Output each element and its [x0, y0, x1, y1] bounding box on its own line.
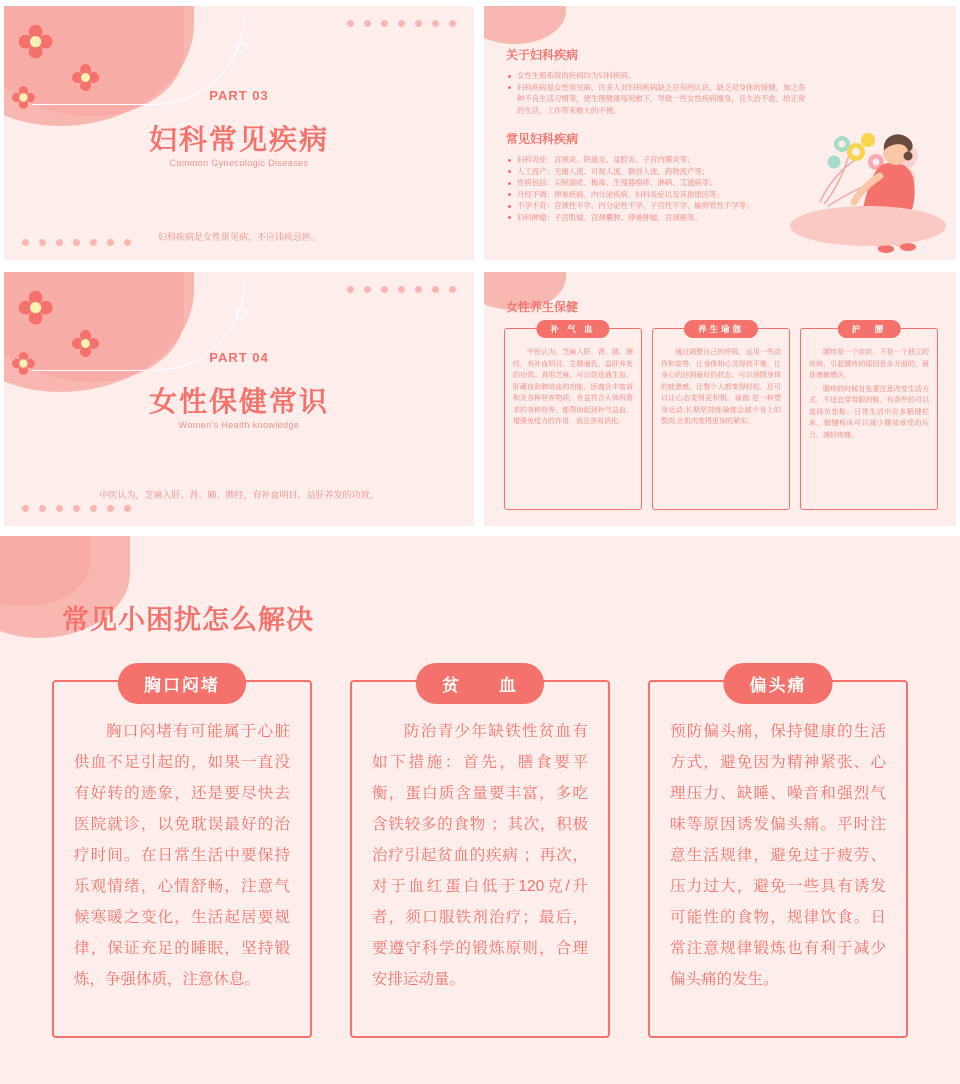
slide-part-04 [4, 272, 474, 526]
section-title: 关于妇科疾病 [506, 48, 579, 62]
woman-with-flowers-illustration [784, 106, 952, 254]
about-diseases-list [506, 70, 806, 116]
list-item: 人工流产：无痛人流、可视人流、微创人流、药物流产等； [506, 166, 806, 178]
page-title: 常见小困扰怎么解决 [62, 605, 314, 635]
health-card [504, 324, 642, 510]
list-item: 女性生殖系统的疾病均为妇科疾病。 [506, 70, 806, 82]
problem-card-text: 胸口闷堵有可能属于心脏供血不足引起的，如果一直没有好转的迹象，还是要尽快去医院就诊，以免耽误最好的治疗时间。在日常生活中要保持乐观情绪，心情舒畅，注意气候寒暖之变化，生活起居要规律，保证充足的睡眠，坚持锻炼，争强体质，注意休息。 [74, 723, 290, 988]
section-common-diseases [506, 130, 806, 224]
flower-icon [19, 291, 52, 324]
dot-row-decoration [347, 286, 456, 293]
health-card-label: 补 气 血 [536, 320, 609, 338]
problem-card-label: 贫 血 [416, 663, 544, 704]
health-card-label: 养生瑜伽 [684, 320, 758, 338]
section-title: 常见妇科疾病 [506, 132, 579, 146]
section-about-diseases [506, 46, 806, 116]
dot-row-decoration [347, 20, 456, 27]
list-item: 不孕不育：宫颈性不孕、内分泌性不孕、子宫性不孕、输卵管性不孕等； [506, 200, 806, 212]
slide-gynecologic-diseases [484, 6, 956, 260]
page-note: 中医认为，芝麻入肝、肾、肺、脾经，有补血明目、益肝养发的功效。 [99, 490, 379, 500]
flower-icon [19, 25, 52, 58]
slide-womens-health [484, 272, 956, 526]
slide-common-problems [0, 536, 960, 1084]
health-card [652, 324, 790, 510]
problem-card [52, 676, 312, 1038]
list-item: 性病包括：尖锐湿疣、梅毒、生殖器疱疹、淋病、艾滋病等； [506, 177, 806, 189]
health-card [800, 324, 938, 510]
list-item: 妇科肿瘤：子宫肌瘤、宫颈囊肿、卵巢肿瘤、宫颈癌等。 [506, 212, 806, 224]
decorative-blob [484, 6, 566, 44]
swirl-dot-decoration [236, 308, 247, 319]
problem-card-label: 胸口闷堵 [118, 663, 246, 704]
page-title: 妇科常见疾病 [148, 124, 329, 155]
page-subtitle: Women's Health knowledge [178, 420, 300, 430]
health-card-label: 护 腰 [838, 320, 901, 338]
dot-row-decoration [22, 505, 131, 512]
swirl-dot-decoration [236, 42, 247, 53]
section-title: 女性养生保健 [506, 300, 579, 314]
illustration-ground [790, 206, 946, 246]
health-card-text: 中医认为，芝麻入肝、肾、肺、脾经，有补血明目、生精通乳、益肝养发的功效。食用芝麻，可以促进通生血、肝藏血和脾统血的功能。医腐含丰富营和及各种营养物质，有益符合人体所需求的各种营养，能帮助起到补气益血、增强免疫力的作用，而且容易消化。 [513, 349, 633, 425]
health-card-text: 腰疼的时候首先要注意改变生活方式，不适宜穿带跟的鞋，有条件的可以选择负垫鞋。日常生活中应多锻键松床，锻键板床可以减少腰部承受的压力，减轻疼痛。 [809, 385, 929, 439]
health-card-text: 腰疼是一个症状，不是一个独立的疾病，引起腰疼的原因是多方面的，最徒康敏感区。 [809, 349, 929, 379]
part-label: PART 03 [209, 88, 269, 103]
list-item: 妇科炎症：宫颈炎、阴道炎、盆腔炎、子宫内膜炎等； [506, 154, 806, 166]
list-item: 月经不调：卵巢疾病、内分泌疾病、妇科炎症以及其他原因等； [506, 189, 806, 201]
page-title: 女性保健常识 [148, 386, 329, 417]
page-note: 妇科疾病是女性常见病，不应讳疾忌医。 [157, 232, 320, 242]
problem-card-text: 防治青少年缺铁性贫血有如下措施：首先，膳食要平衡，蛋白质含量要丰富，多吃含铁较多的食物 ；其次，积极治疗引起贫血的疾病 ；再次，对于血红蛋白低于120克/升者，须口服铁剂治疗；最后，要遵守科学的锻炼原则，合理安排运动量。 [372, 723, 588, 988]
problem-card [350, 676, 610, 1038]
slide-part-03 [4, 6, 474, 260]
health-card-text: 通过调整自己的呼吸，运用一些动作和姿势，让身体和心灵得到平衡，让身心的达到最好的状态。可以消除身体的疲惫感，让整个人都变得轻松，还可以让心态变得更积极。瑜伽 是一种塑身运动,长期坚持练瑜伽会减少身上的赘肉,让肌肉变得更加的紧实。 [661, 349, 781, 425]
page-subtitle: Common Gynecologic Diseases [169, 158, 309, 168]
list-item: 妇科疾病是女性常见病，许多人对妇科疾病缺乏应有的认识，缺乏对身体的保健，加之各种不良生活习惯等，使生理健康每况愈下，导致一些女性疾病缠身，且久治不愈，给正常的生活、工作带来极大的不便。 [506, 82, 806, 117]
problem-card-group [52, 676, 908, 1038]
problem-card-label: 偏头痛 [724, 663, 833, 704]
part-label: PART 04 [209, 350, 269, 365]
problem-card [648, 676, 908, 1038]
health-card-group [504, 324, 938, 510]
common-diseases-list [506, 154, 806, 224]
problem-card-text: 预防偏头痛，保持健康的生活方式，避免因为精神紧张、心理压力、缺睡、噪音和强烈气味等原因诱发偏头痛。平时注意生活规律，避免过于疲劳、压力过大，避免一些具有诱发可能性的食物，规律饮食。日常注意规律锻炼也有利于减少偏头痛的发生。 [670, 723, 886, 988]
flower-icon [72, 64, 98, 90]
